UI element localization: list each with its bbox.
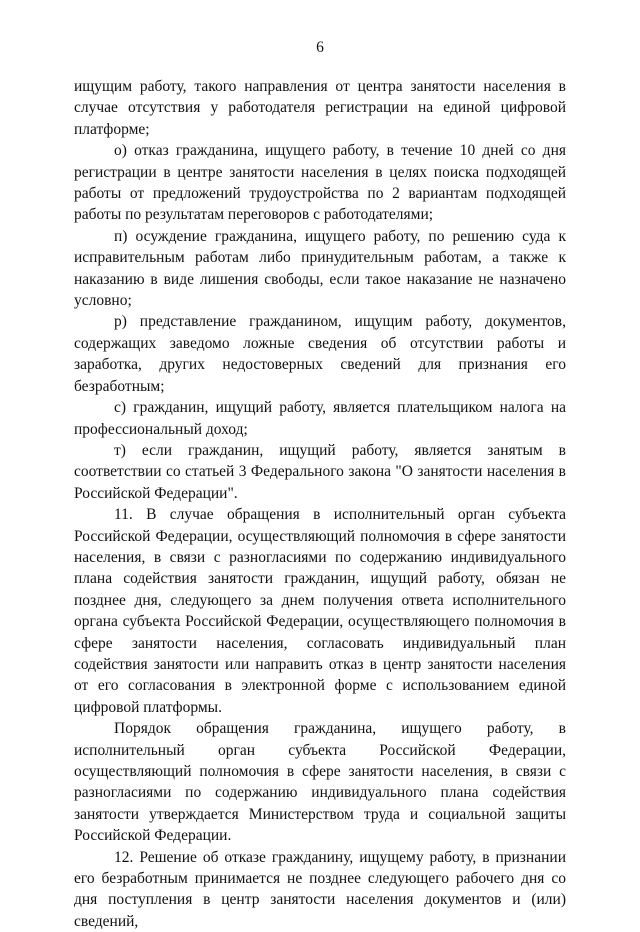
paragraph-item-o: о) отказ гражданина, ищущего работу, в течение 10 дней со дня регистрации в центре занятости населения в целях поиска подходящей работы от предложений трудоустройства по 2 вариантам подходящей работы по результатам переговоров с работодателями; (74, 142, 566, 224)
paragraph-item-r: р) представление гражданином, ищущим работу, документов, содержащих заведомо ложные сведения об отсутствии работы и заработка, других недостоверных сведений для признания его безработным; (74, 313, 566, 395)
paragraph-procedure: Порядок обращения гражданина, ищущего работу, в исполнительный орган субъекта Российской Федерации, осуществляющий полномочия в сфере занятости населения, в связи с разногласиями по содержанию индивидуального плана содействия занятости утверждается Министерством труда и социальной защиты Российской Федерации. (74, 720, 566, 845)
paragraph-item-t: т) если гражданин, ищущий работу, является занятым в соответствии со статьей 3 Федерального закона "О занятости населения в Российской Федерации". (74, 441, 566, 502)
paragraph-item-s: с) гражданин, ищущий работу, является плательщиком налога на профессиональный доход; (74, 399, 566, 438)
paragraph-item-p: п) осуждение гражданина, ищущего работу, по решению суда к исправительным работам либо принудительным работам, а также к наказанию в виде лишения свободы, если такое наказание не назначено условно; (74, 227, 566, 310)
paragraph-section-12: 12. Решение об отказе гражданину, ищущему работу, в признании его безработным принимается не позднее следующего рабочего дня со дня поступления в центр занятости населения документов и (или) сведений, (74, 848, 566, 930)
paragraph-section-11: 11. В случае обращения в исполнительный орган субъекта Российской Федерации, осуществляющий полномочия в сфере занятости населения, в связи с разногласиями по содержанию индивидуального плана содействия занятости гражданин, ищущий работу, обязан не позднее дня, следующего за днем получения ответа исполнительного органа субъекта Российской Федерации, осуществляющего полномочия в сфере занятости населения, согласовать индивидуальный план содействия занятости или направить отказ в центр занятости населения от его согласования в электронной форме с использованием единой цифровой платформы. (74, 506, 566, 716)
paragraph-continuation: ищущим работу, такого направления от центра занятости населения в случае отсутствия у работодателя регистрации на единой цифровой платформе; (74, 78, 566, 138)
document-body (74, 76, 566, 932)
page-number: 6 (316, 39, 324, 56)
